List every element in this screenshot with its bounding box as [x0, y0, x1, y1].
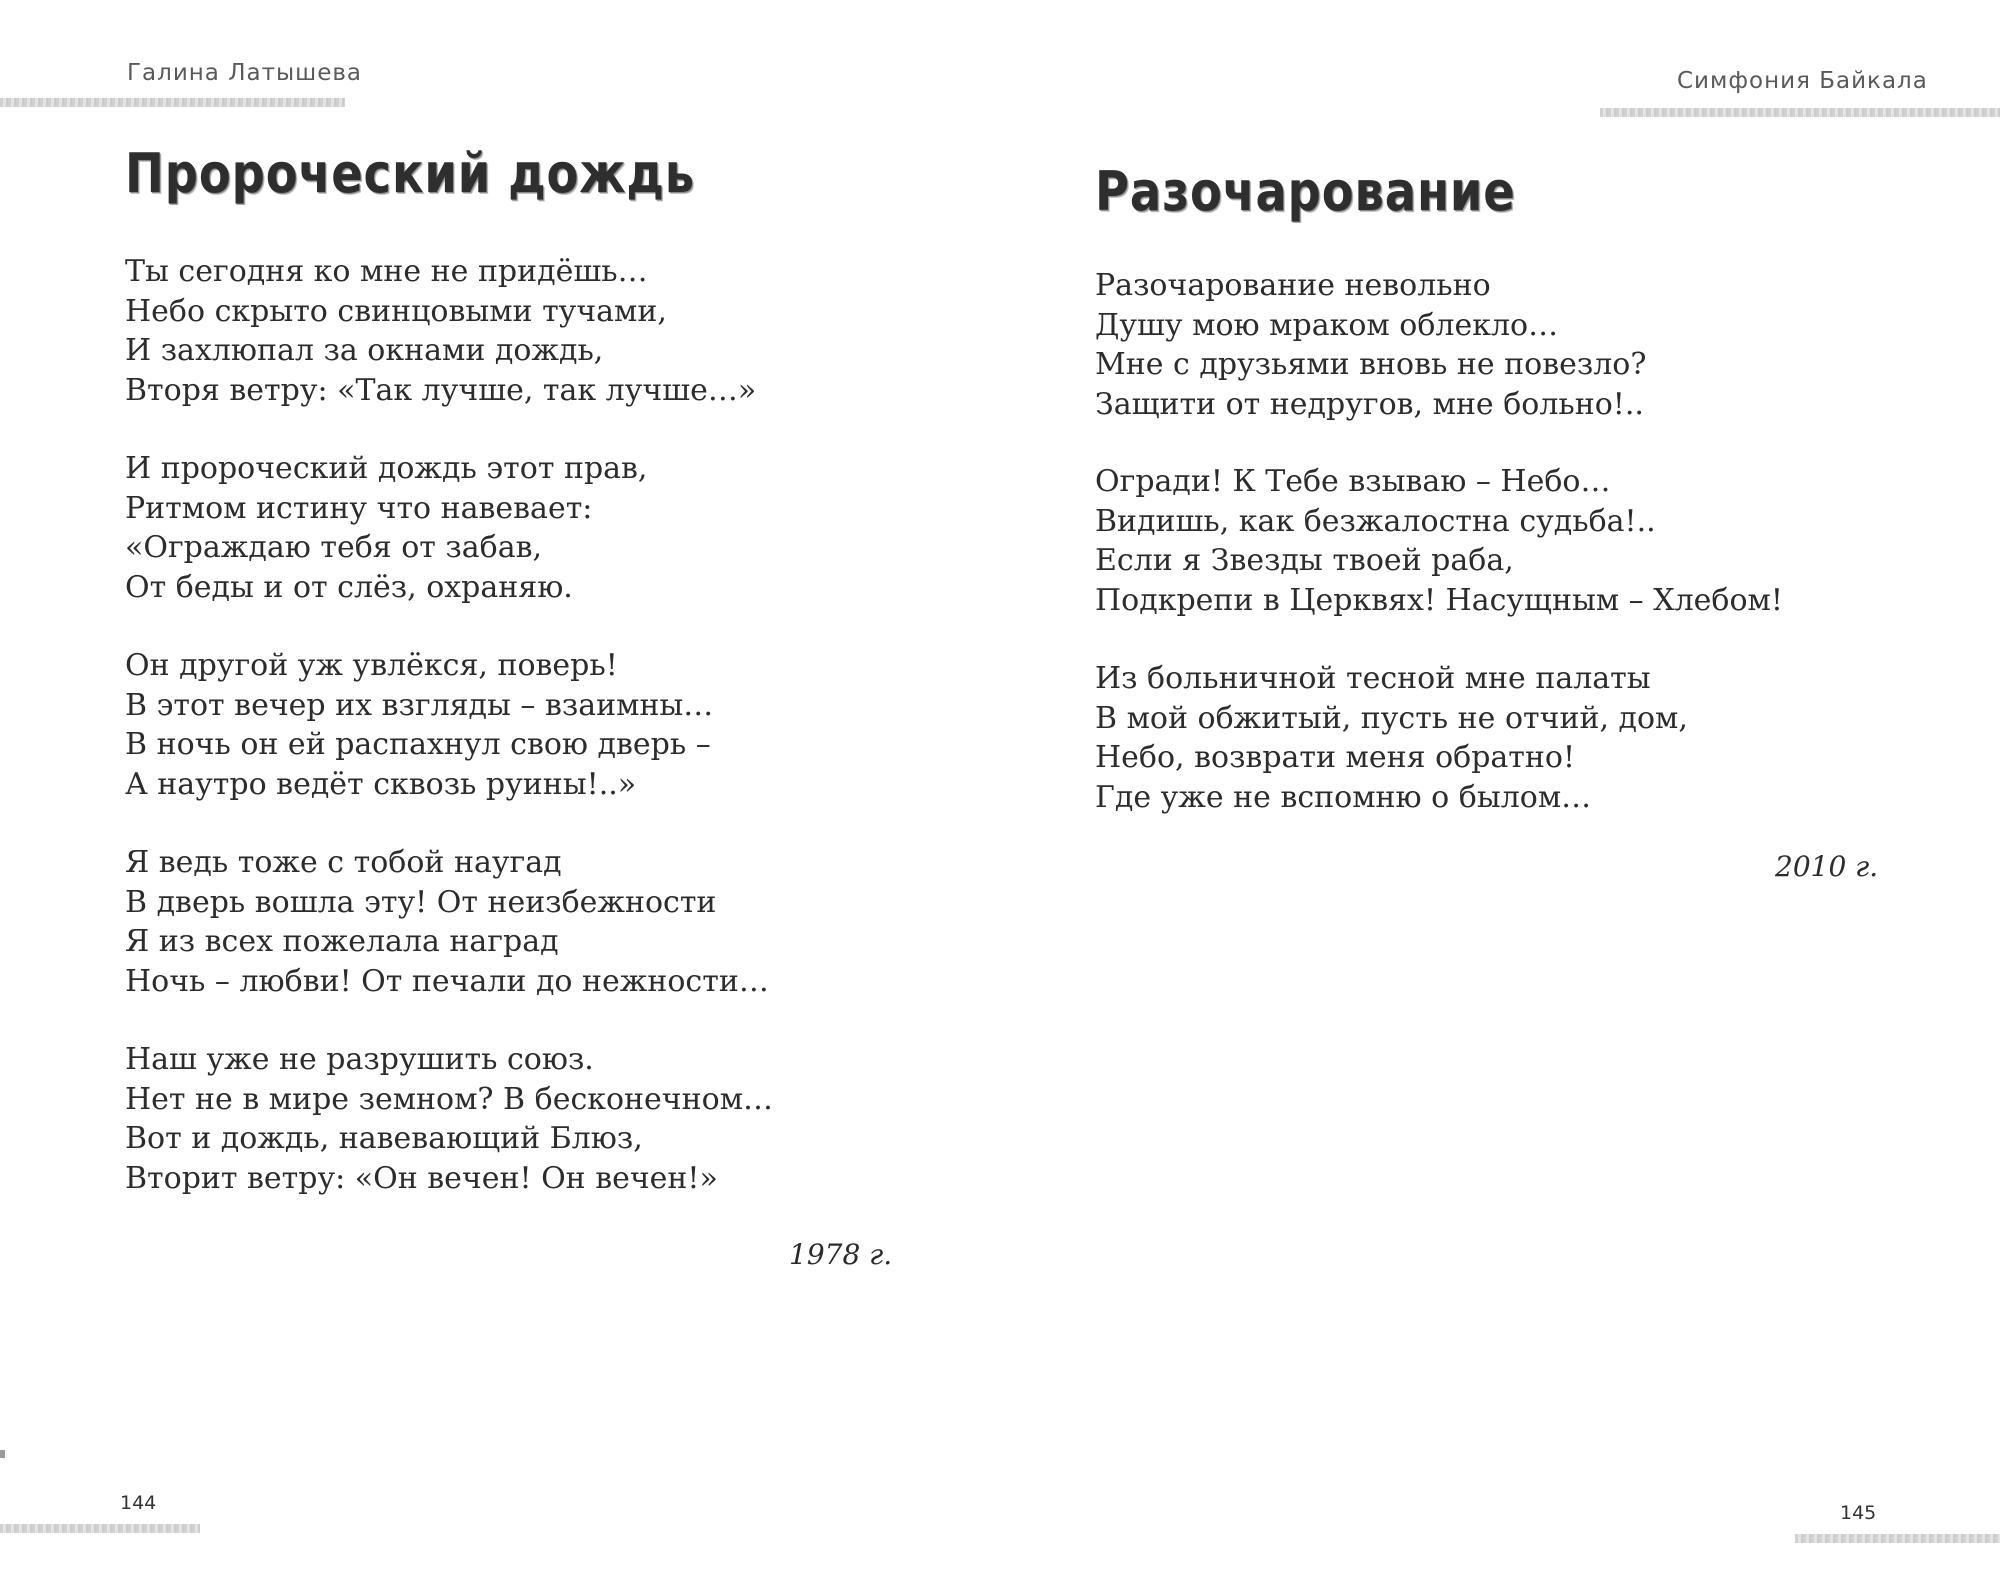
stanza — [125, 449, 647, 607]
verse-line: Разочарование невольно — [1095, 268, 1491, 303]
running-head-book: Симфония Байкала — [1677, 68, 1928, 94]
verse-line: И пророческий дождь этот прав, — [125, 451, 648, 486]
page-number: 144 — [120, 1492, 157, 1514]
stanza — [125, 646, 713, 804]
verse-line: Если я Звезды твоей раба, — [1095, 543, 1514, 578]
verse-line: Вторя ветру: «Так лучше, так лучше…» — [125, 372, 757, 408]
verse-line: Я из всех пожелала наград — [125, 924, 559, 959]
verse-line: «Ограждаю тебя от забав, — [125, 530, 543, 565]
verse-line: А наутро ведёт сквозь руины!..» — [125, 766, 637, 802]
verse-line: Небо, возврати меня обратно! — [1095, 740, 1575, 775]
verse-line: Нет не в мире земном? В бесконечном… — [125, 1081, 774, 1117]
verse-line: Видишь, как безжалостна судьба!.. — [1095, 503, 1656, 539]
poem-date: 1978 г. — [789, 1238, 893, 1271]
verse-line: Я ведь тоже с тобой наугад — [125, 845, 562, 880]
verse-line: Наш уже не разрушить союз. — [125, 1042, 594, 1077]
header-rule — [1600, 108, 2000, 117]
verse-line: Защити от недругов, мне больно!.. — [1095, 386, 1644, 422]
stanza — [1095, 462, 1783, 620]
verse-line: Ты сегодня ко мне не придёшь… — [125, 254, 648, 289]
stanza — [1095, 659, 1688, 817]
poem-date: 2010 г. — [1775, 850, 1879, 883]
right-page — [1000, 0, 2000, 1592]
verse-line: И захлюпал за окнами дождь, — [125, 333, 604, 368]
footer-rule — [1795, 1534, 2000, 1543]
verse-line: Вот и дождь, навевающий Блюз, — [125, 1121, 643, 1156]
running-head-author: Галина Латышева — [127, 60, 363, 86]
poem-title: Разочарование — [1095, 160, 1516, 223]
verse-line: Огради! К Тебе взываю – Небо… — [1095, 464, 1611, 499]
verse-line: Небо скрыто свинцовыми тучами, — [125, 293, 667, 329]
verse-line: Ритмом истину что навевает: — [125, 490, 593, 526]
stanza — [125, 843, 769, 1001]
poem-title: Пророческий дождь — [125, 142, 695, 205]
edge-mark — [0, 1450, 5, 1458]
stanza — [125, 1040, 773, 1198]
verse-line: Мне с друзьями вновь не повезло? — [1095, 347, 1647, 382]
verse-line: В мой обжитый, пусть не отчий, дом, — [1095, 700, 1688, 736]
footer-rule — [0, 1524, 200, 1533]
verse-line: Из больничной тесной мне палаты — [1095, 661, 1651, 696]
verse-line: От беды и от слёз, охраняю. — [125, 569, 573, 605]
verse-line: Ночь – любви! От печали до нежности… — [125, 963, 769, 999]
verse-line: В дверь вошла эту! От неизбежности — [125, 884, 717, 920]
verse-line: Душу мою мраком облекло… — [1095, 307, 1559, 343]
verse-line: В ночь он ей распахнул свою дверь – — [125, 727, 711, 762]
verse-line: Он другой уж увлёкся, поверь! — [125, 648, 618, 683]
verse-line: В этот вечер их взгляды – взаимны… — [125, 687, 714, 723]
verse-line: Подкрепи в Церквях! Насущным – Хлебом! — [1095, 582, 1783, 618]
verse-line: Вторит ветру: «Он вечен! Он вечен!» — [125, 1160, 718, 1196]
stanza — [125, 252, 756, 410]
page-number: 145 — [1840, 1502, 1877, 1524]
stanza — [1095, 266, 1646, 424]
header-rule — [0, 98, 345, 107]
verse-line: Где уже не вспомню о былом… — [1095, 779, 1592, 815]
